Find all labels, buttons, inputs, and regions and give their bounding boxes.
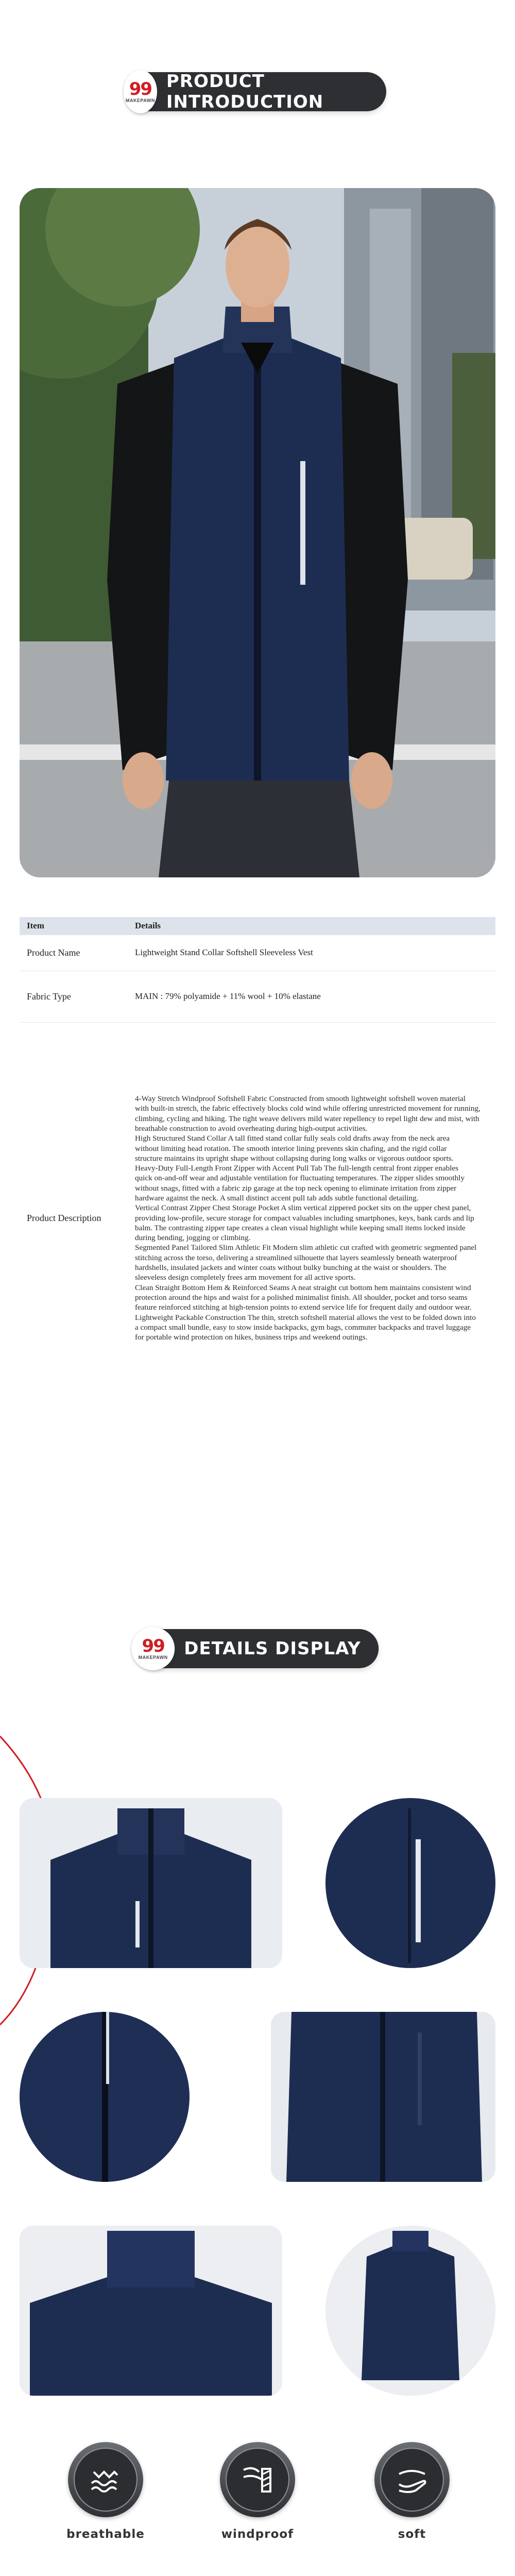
table-row (20, 935, 495, 971)
row-label-product-description: Product Description (20, 1022, 128, 1414)
description-line: Vertical Contrast Zipper Chest Storage Pocket A slim vertical zippered pocket sits on the upper chest panel, (135, 1204, 471, 1213)
description-line: 4-Way Stretch Windproof Softshell Fabric Constructed from smooth lightweight softshell woven material (135, 1094, 466, 1104)
spec-table (20, 917, 495, 1414)
feature-label: windproof (221, 2528, 294, 2541)
description-line: Lightweight Packable Construction The thin, stretch softshell material allows the vest to be folded down into (135, 1313, 476, 1322)
description-line: with built-in stretch, the fabric effectively blocks cold wind while offering unrestricted movement for running, (135, 1104, 480, 1113)
description-line: hardware against the neck. A small distinct accent pull tab adds subtle functional detailing. (135, 1194, 419, 1202)
description-line: High Structured Stand Collar A tall fitted stand collar fully seals cold drafts away from the neck area (135, 1134, 450, 1143)
description-line: Heavy-Duty Full-Length Front Zipper with Accent Pull Tab The full-length central front zipper enables (135, 1164, 459, 1173)
description-line: Segmented Panel Tailored Slim Athletic Fit Modern slim athletic cut crafted with geometric segmented panel (135, 1243, 477, 1252)
description-line: sleeveless design completely frees arm movement for all active sports. (135, 1273, 356, 1282)
feather-hand-icon (394, 2462, 430, 2498)
description-line: balm. The contrasting zipper tape creates a clean visual highlight while keeping small items locked inside (135, 1223, 466, 1232)
description-line: for portable wind protection on hikes, business trips and weekend outings. (135, 1333, 368, 1342)
description-line: during bending, jogging or climbing. (135, 1233, 251, 1243)
detail-front-panel-photo (271, 2012, 495, 2182)
feature-breathable (49, 2442, 162, 2541)
detail-collar-photo (20, 1798, 282, 1968)
table-row (20, 971, 495, 1022)
row-value-product-name: Lightweight Stand Collar Softshell Sleeveless Vest (128, 935, 495, 971)
detail-zipper-circle (20, 2012, 190, 2182)
description-line: without limiting head rotation. The smooth interior lining prevents skin chafing, and the rigid collar (135, 1144, 447, 1153)
description-line: providing low-profile, secure storage for compact valuables including smartphones, keys, bank cards and lip (135, 1213, 474, 1223)
detail-chest-zip-circle (325, 1798, 495, 1968)
intro-section-header (126, 71, 386, 112)
row-value-product-description (128, 1022, 495, 1414)
row-label-fabric-type: Fabric Type (20, 971, 128, 1022)
description-line: feature reinforced stitching at high-tension points to extend service life for frequent daily and outdoor wear. (135, 1303, 472, 1312)
details-title: DETAILS DISPLAY (184, 1638, 361, 1659)
description-line: without snags, fitted with a fabric zip garage at the top neck opening to eliminate irritation from zipper (135, 1183, 457, 1193)
description-line: hardshells, insulated jackets and winter coats without bulky bunching at the waist or shoulders. The (135, 1263, 447, 1273)
description-line: quick on-and-off wear and adjustable ventilation for fluctuating temperatures. The zipper slides smoothly (135, 1174, 465, 1183)
brand-logo: 99 MAKEPAWN (131, 1627, 175, 1670)
feature-label: soft (398, 2528, 426, 2541)
feature-soft (355, 2442, 469, 2541)
description-line: Clean Straight Bottom Hem & Reinforced Seams A neat straight cut bottom hem maintains consistent wind (135, 1283, 471, 1292)
waves-icon (88, 2462, 124, 2498)
description-line: a compact small bundle, easy to stow inside backpacks, gym bags, commuter backpacks and travel luggage (135, 1323, 471, 1332)
description-line: breathable construction to avoid overheating during high-output activities. (135, 1124, 368, 1133)
description-line: climbing, cycling and hiking. The tight weave delivers mild water repellency to repel light dew and mist, with (135, 1114, 479, 1123)
description-line: protection around the hips and waist for a polished minimalist finish. All shoulder, pocket and torso seams (135, 1293, 468, 1302)
details-section-header (136, 1629, 379, 1668)
description-line: stitching across the torso, delivering a streamlined silhouette that layers seamlessly beneath waterproof (135, 1253, 457, 1262)
hero-product-photo (20, 188, 495, 877)
row-label-product-name: Product Name (20, 935, 128, 971)
detail-shoulder-photo (20, 2226, 282, 2396)
table-header-item: Item (20, 917, 128, 935)
detail-back-view-circle (325, 2226, 495, 2396)
table-header-details: Details (128, 917, 495, 935)
row-value-fabric-type: MAIN : 79% polyamide + 11% wool + 10% elastane (128, 971, 495, 1022)
feature-label: breathable (66, 2528, 145, 2541)
description-line: structure maintains its upright shape without collapsing during long walks or vigorous outdoor sports. (135, 1154, 454, 1163)
table-row (20, 1022, 495, 1414)
feature-windproof (201, 2442, 314, 2541)
intro-title: PRODUCT INTRODUCTION (166, 71, 324, 112)
brand-logo: 99 MAKEPAWN (124, 70, 157, 113)
wind-barrier-icon (239, 2462, 276, 2498)
